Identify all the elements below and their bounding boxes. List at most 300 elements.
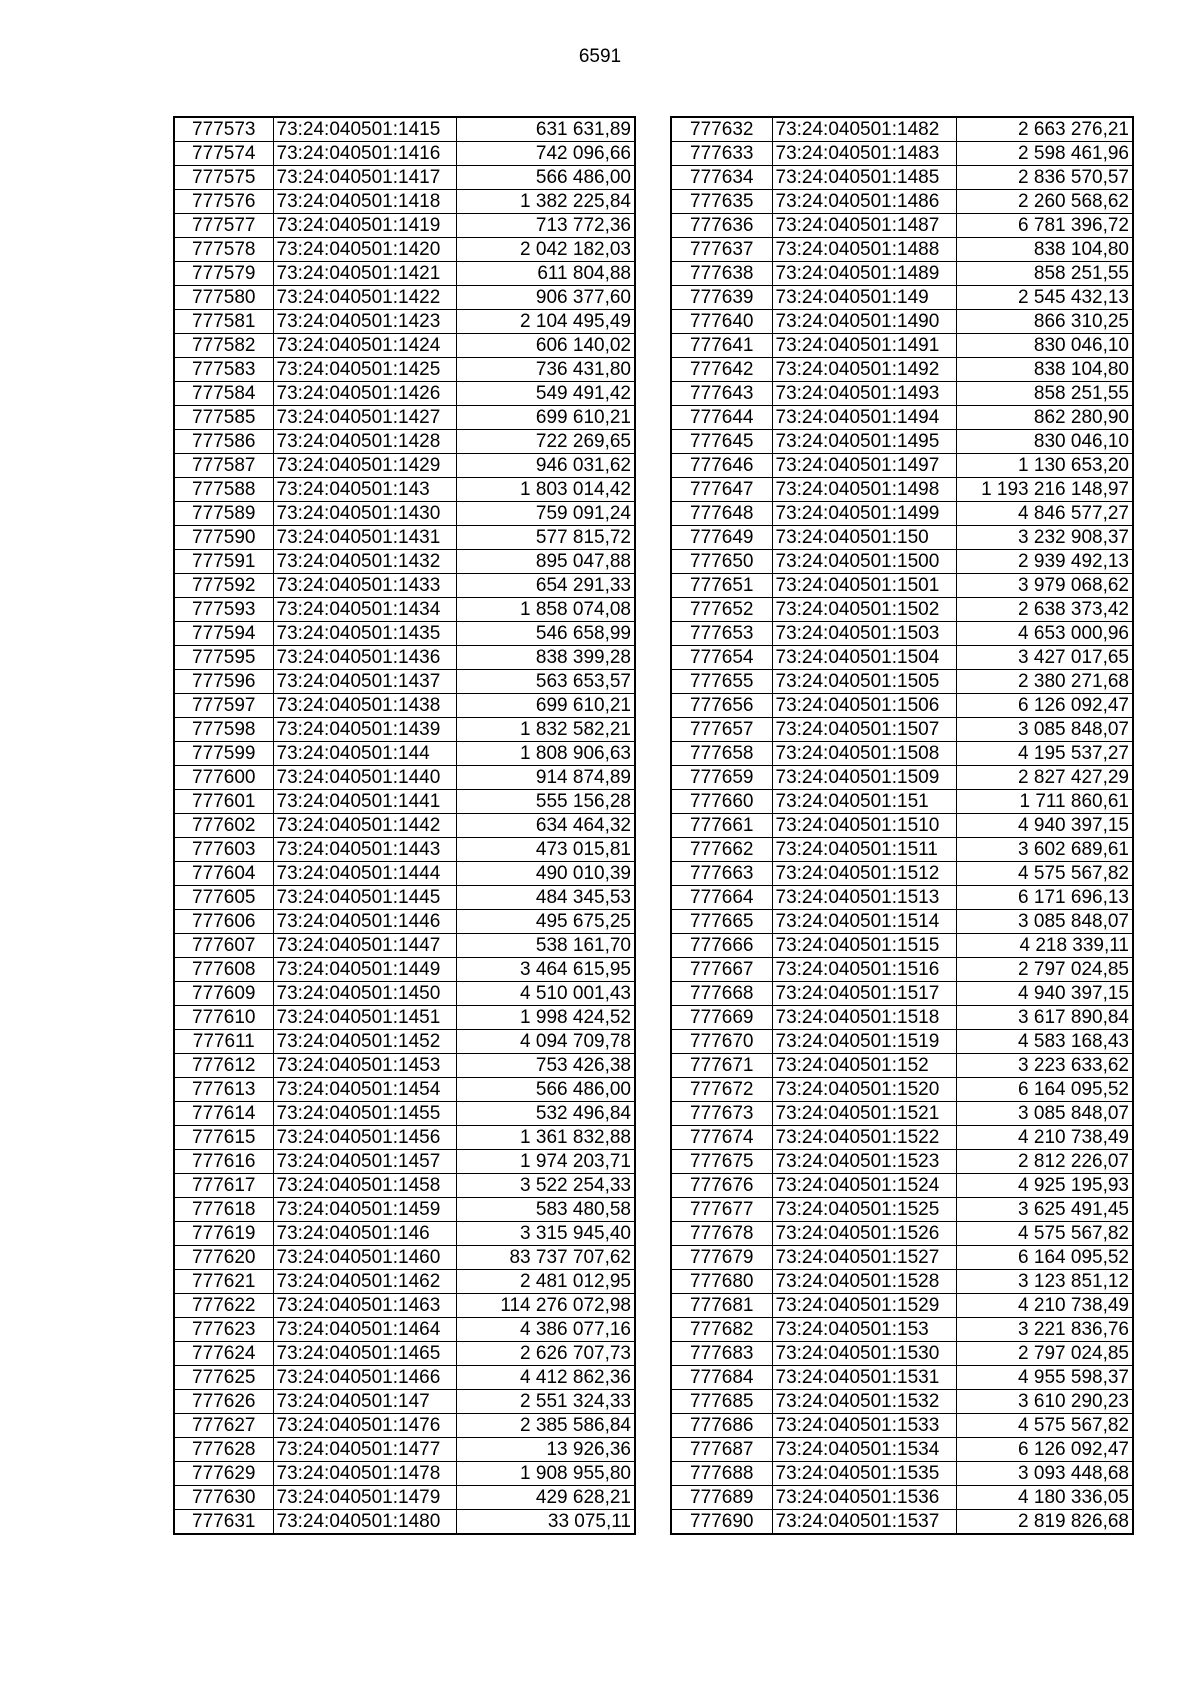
- cadastral-value-cell: 2 260 568,62: [956, 190, 1133, 214]
- table-row: [671, 1198, 1133, 1222]
- row-number-cell: 777592: [174, 574, 273, 598]
- row-number-cell: 777659: [671, 766, 772, 790]
- row-number-cell: 777655: [671, 670, 772, 694]
- cadastral-value-cell: 4 925 195,93: [956, 1174, 1133, 1198]
- row-number-cell: 777648: [671, 502, 772, 526]
- cadastral-number-cell: 73:24:040501:1516: [772, 958, 956, 982]
- table-row: [174, 406, 635, 430]
- cadastral-number-cell: 73:24:040501:1429: [273, 454, 456, 478]
- cadastral-value-cell: 1 974 203,71: [456, 1150, 635, 1174]
- table-row: [671, 934, 1133, 958]
- table-row: [174, 358, 635, 382]
- table-row: [671, 1294, 1133, 1318]
- row-number-cell: 777654: [671, 646, 772, 670]
- cadastral-value-cell: 838 104,80: [956, 358, 1133, 382]
- cadastral-value-cell: 6 171 696,13: [956, 886, 1133, 910]
- table-row: [671, 502, 1133, 526]
- row-number-cell: 777652: [671, 598, 772, 622]
- table-row: [671, 166, 1133, 190]
- cadastral-number-cell: 73:24:040501:151: [772, 790, 956, 814]
- registry-table-left: [173, 116, 636, 1535]
- row-number-cell: 777674: [671, 1126, 772, 1150]
- row-number-cell: 777618: [174, 1198, 273, 1222]
- row-number-cell: 777641: [671, 334, 772, 358]
- cadastral-value-cell: 2 380 271,68: [956, 670, 1133, 694]
- cadastral-number-cell: 73:24:040501:1485: [772, 166, 956, 190]
- table-row: [671, 478, 1133, 502]
- cadastral-value-cell: 946 031,62: [456, 454, 635, 478]
- row-number-cell: 777684: [671, 1366, 772, 1390]
- cadastral-value-cell: 1 361 832,88: [456, 1126, 635, 1150]
- table-row: [174, 718, 635, 742]
- row-number-cell: 777613: [174, 1078, 273, 1102]
- cadastral-number-cell: 73:24:040501:1464: [273, 1318, 456, 1342]
- cadastral-number-cell: 73:24:040501:144: [273, 742, 456, 766]
- cadastral-value-cell: 858 251,55: [956, 262, 1133, 286]
- row-number-cell: 777631: [174, 1510, 273, 1535]
- cadastral-number-cell: 73:24:040501:1518: [772, 1006, 956, 1030]
- cadastral-value-cell: 4 940 397,15: [956, 814, 1133, 838]
- row-number-cell: 777685: [671, 1390, 772, 1414]
- table-row: [671, 454, 1133, 478]
- table-row: [174, 142, 635, 166]
- cadastral-value-cell: 4 210 738,49: [956, 1294, 1133, 1318]
- cadastral-number-cell: 73:24:040501:1513: [772, 886, 956, 910]
- cadastral-value-cell: 4 940 397,15: [956, 982, 1133, 1006]
- cadastral-number-cell: 73:24:040501:1519: [772, 1030, 956, 1054]
- row-number-cell: 777619: [174, 1222, 273, 1246]
- cadastral-number-cell: 73:24:040501:1523: [772, 1150, 956, 1174]
- cadastral-number-cell: 73:24:040501:1488: [772, 238, 956, 262]
- cadastral-value-cell: 906 377,60: [456, 286, 635, 310]
- table-row: [671, 622, 1133, 646]
- cadastral-value-cell: 3 315 945,40: [456, 1222, 635, 1246]
- registry-table-left-body: [174, 117, 635, 1534]
- cadastral-number-cell: 73:24:040501:1433: [273, 574, 456, 598]
- table-row: [671, 1414, 1133, 1438]
- cadastral-number-cell: 73:24:040501:1417: [273, 166, 456, 190]
- cadastral-value-cell: 2 663 276,21: [956, 117, 1133, 142]
- cadastral-value-cell: 722 269,65: [456, 430, 635, 454]
- cadastral-number-cell: 73:24:040501:1430: [273, 502, 456, 526]
- table-row: [174, 1414, 635, 1438]
- table-row: [174, 790, 635, 814]
- cadastral-number-cell: 73:24:040501:146: [273, 1222, 456, 1246]
- cadastral-number-cell: 73:24:040501:1445: [273, 886, 456, 910]
- cadastral-number-cell: 73:24:040501:1503: [772, 622, 956, 646]
- table-row: [174, 886, 635, 910]
- row-number-cell: 777616: [174, 1150, 273, 1174]
- row-number-cell: 777637: [671, 238, 772, 262]
- table-row: [174, 1078, 635, 1102]
- cadastral-number-cell: 73:24:040501:1509: [772, 766, 956, 790]
- table-row: [671, 550, 1133, 574]
- cadastral-value-cell: 546 658,99: [456, 622, 635, 646]
- cadastral-value-cell: 2 481 012,95: [456, 1270, 635, 1294]
- cadastral-number-cell: 73:24:040501:1500: [772, 550, 956, 574]
- table-row: [671, 1054, 1133, 1078]
- table-row: [671, 1438, 1133, 1462]
- row-number-cell: 777653: [671, 622, 772, 646]
- table-row: [174, 214, 635, 238]
- cadastral-number-cell: 73:24:040501:1508: [772, 742, 956, 766]
- cadastral-number-cell: 73:24:040501:1520: [772, 1078, 956, 1102]
- table-row: [671, 1246, 1133, 1270]
- cadastral-value-cell: 114 276 072,98: [456, 1294, 635, 1318]
- cadastral-number-cell: 73:24:040501:1456: [273, 1126, 456, 1150]
- table-row: [174, 1198, 635, 1222]
- table-row: [671, 1150, 1133, 1174]
- cadastral-value-cell: 13 926,36: [456, 1438, 635, 1462]
- row-number-cell: 777626: [174, 1390, 273, 1414]
- row-number-cell: 777615: [174, 1126, 273, 1150]
- table-row: [671, 862, 1133, 886]
- cadastral-number-cell: 73:24:040501:1525: [772, 1198, 956, 1222]
- row-number-cell: 777677: [671, 1198, 772, 1222]
- row-number-cell: 777669: [671, 1006, 772, 1030]
- cadastral-value-cell: 699 610,21: [456, 406, 635, 430]
- row-number-cell: 777586: [174, 430, 273, 454]
- table-row: [174, 958, 635, 982]
- cadastral-number-cell: 73:24:040501:1504: [772, 646, 956, 670]
- table-row: [174, 190, 635, 214]
- row-number-cell: 777680: [671, 1270, 772, 1294]
- cadastral-number-cell: 73:24:040501:1434: [273, 598, 456, 622]
- row-number-cell: 777687: [671, 1438, 772, 1462]
- cadastral-value-cell: 490 010,39: [456, 862, 635, 886]
- row-number-cell: 777593: [174, 598, 273, 622]
- row-number-cell: 777670: [671, 1030, 772, 1054]
- row-number-cell: 777584: [174, 382, 273, 406]
- row-number-cell: 777689: [671, 1486, 772, 1510]
- cadastral-value-cell: 3 223 633,62: [956, 1054, 1133, 1078]
- row-number-cell: 777644: [671, 406, 772, 430]
- row-number-cell: 777580: [174, 286, 273, 310]
- cadastral-number-cell: 73:24:040501:1482: [772, 117, 956, 142]
- registry-table-right: [670, 116, 1134, 1535]
- cadastral-value-cell: 3 610 290,23: [956, 1390, 1133, 1414]
- cadastral-value-cell: 914 874,89: [456, 766, 635, 790]
- cadastral-value-cell: 4 218 339,11: [956, 934, 1133, 958]
- cadastral-value-cell: 699 610,21: [456, 694, 635, 718]
- cadastral-value-cell: 895 047,88: [456, 550, 635, 574]
- row-number-cell: 777650: [671, 550, 772, 574]
- cadastral-number-cell: 73:24:040501:1497: [772, 454, 956, 478]
- row-number-cell: 777587: [174, 454, 273, 478]
- table-row: [671, 1126, 1133, 1150]
- table-row: [671, 1270, 1133, 1294]
- row-number-cell: 777679: [671, 1246, 772, 1270]
- row-number-cell: 777585: [174, 406, 273, 430]
- row-number-cell: 777647: [671, 478, 772, 502]
- row-number-cell: 777681: [671, 1294, 772, 1318]
- cadastral-number-cell: 73:24:040501:1534: [772, 1438, 956, 1462]
- cadastral-value-cell: 1 382 225,84: [456, 190, 635, 214]
- table-row: [174, 286, 635, 310]
- row-number-cell: 777609: [174, 982, 273, 1006]
- cadastral-number-cell: 73:24:040501:1460: [273, 1246, 456, 1270]
- cadastral-number-cell: 73:24:040501:1537: [772, 1510, 956, 1535]
- row-number-cell: 777660: [671, 790, 772, 814]
- row-number-cell: 777575: [174, 166, 273, 190]
- cadastral-value-cell: 4 583 168,43: [956, 1030, 1133, 1054]
- row-number-cell: 777662: [671, 838, 772, 862]
- table-row: [174, 1054, 635, 1078]
- cadastral-value-cell: 2 797 024,85: [956, 958, 1133, 982]
- cadastral-value-cell: 858 251,55: [956, 382, 1133, 406]
- row-number-cell: 777668: [671, 982, 772, 1006]
- table-row: [174, 1222, 635, 1246]
- cadastral-number-cell: 73:24:040501:1531: [772, 1366, 956, 1390]
- cadastral-number-cell: 73:24:040501:1535: [772, 1462, 956, 1486]
- table-row: [174, 1390, 635, 1414]
- cadastral-number-cell: 73:24:040501:1530: [772, 1342, 956, 1366]
- cadastral-number-cell: 73:24:040501:1492: [772, 358, 956, 382]
- cadastral-number-cell: 73:24:040501:1490: [772, 310, 956, 334]
- row-number-cell: 777629: [174, 1462, 273, 1486]
- cadastral-value-cell: 555 156,28: [456, 790, 635, 814]
- row-number-cell: 777588: [174, 478, 273, 502]
- table-row: [174, 1246, 635, 1270]
- table-row: [174, 238, 635, 262]
- row-number-cell: 777614: [174, 1102, 273, 1126]
- row-number-cell: 777622: [174, 1294, 273, 1318]
- cadastral-value-cell: 753 426,38: [456, 1054, 635, 1078]
- cadastral-value-cell: 4 386 077,16: [456, 1318, 635, 1342]
- table-row: [671, 1318, 1133, 1342]
- cadastral-number-cell: 73:24:040501:1424: [273, 334, 456, 358]
- table-row: [671, 838, 1133, 862]
- table-row: [671, 982, 1133, 1006]
- row-number-cell: 777640: [671, 310, 772, 334]
- table-row: [174, 742, 635, 766]
- cadastral-number-cell: 73:24:040501:1423: [273, 310, 456, 334]
- row-number-cell: 777634: [671, 166, 772, 190]
- row-number-cell: 777632: [671, 117, 772, 142]
- row-number-cell: 777675: [671, 1150, 772, 1174]
- table-row: [671, 742, 1133, 766]
- cadastral-number-cell: 73:24:040501:152: [772, 1054, 956, 1078]
- cadastral-value-cell: 583 480,58: [456, 1198, 635, 1222]
- row-number-cell: 777608: [174, 958, 273, 982]
- table-row: [671, 1222, 1133, 1246]
- row-number-cell: 777667: [671, 958, 772, 982]
- cadastral-value-cell: 654 291,33: [456, 574, 635, 598]
- table-row: [671, 910, 1133, 934]
- cadastral-number-cell: 73:24:040501:1493: [772, 382, 956, 406]
- table-row: [671, 334, 1133, 358]
- cadastral-number-cell: 73:24:040501:1418: [273, 190, 456, 214]
- row-number-cell: 777597: [174, 694, 273, 718]
- table-row: [671, 382, 1133, 406]
- table-row: [174, 982, 635, 1006]
- table-row: [671, 1174, 1133, 1198]
- row-number-cell: 777578: [174, 238, 273, 262]
- cadastral-value-cell: 6 164 095,52: [956, 1078, 1133, 1102]
- cadastral-value-cell: 2 827 427,29: [956, 766, 1133, 790]
- cadastral-number-cell: 73:24:040501:1451: [273, 1006, 456, 1030]
- table-row: [174, 910, 635, 934]
- cadastral-number-cell: 73:24:040501:1526: [772, 1222, 956, 1246]
- row-number-cell: 777633: [671, 142, 772, 166]
- cadastral-value-cell: 1 808 906,63: [456, 742, 635, 766]
- cadastral-number-cell: 73:24:040501:1522: [772, 1126, 956, 1150]
- cadastral-value-cell: 538 161,70: [456, 934, 635, 958]
- row-number-cell: 777582: [174, 334, 273, 358]
- row-number-cell: 777664: [671, 886, 772, 910]
- table-row: [671, 1486, 1133, 1510]
- cadastral-number-cell: 73:24:040501:1529: [772, 1294, 956, 1318]
- row-number-cell: 777676: [671, 1174, 772, 1198]
- row-number-cell: 777581: [174, 310, 273, 334]
- row-number-cell: 777576: [174, 190, 273, 214]
- cadastral-value-cell: 3 085 848,07: [956, 910, 1133, 934]
- table-row: [174, 766, 635, 790]
- cadastral-value-cell: 4 846 577,27: [956, 502, 1133, 526]
- cadastral-value-cell: 484 345,53: [456, 886, 635, 910]
- row-number-cell: 777612: [174, 1054, 273, 1078]
- table-row: [671, 190, 1133, 214]
- cadastral-number-cell: 73:24:040501:1420: [273, 238, 456, 262]
- cadastral-value-cell: 634 464,32: [456, 814, 635, 838]
- row-number-cell: 777599: [174, 742, 273, 766]
- cadastral-number-cell: 73:24:040501:1428: [273, 430, 456, 454]
- row-number-cell: 777591: [174, 550, 273, 574]
- table-row: [174, 574, 635, 598]
- cadastral-value-cell: 1 711 860,61: [956, 790, 1133, 814]
- table-row: [671, 886, 1133, 910]
- cadastral-value-cell: 1 130 653,20: [956, 454, 1133, 478]
- row-number-cell: 777672: [671, 1078, 772, 1102]
- cadastral-value-cell: 2 598 461,96: [956, 142, 1133, 166]
- cadastral-value-cell: 2 042 182,03: [456, 238, 635, 262]
- table-row: [671, 262, 1133, 286]
- cadastral-value-cell: 1 193 216 148,97: [956, 478, 1133, 502]
- table-row: [671, 1006, 1133, 1030]
- row-number-cell: 777605: [174, 886, 273, 910]
- cadastral-value-cell: 3 427 017,65: [956, 646, 1133, 670]
- table-row: [174, 550, 635, 574]
- row-number-cell: 777603: [174, 838, 273, 862]
- cadastral-number-cell: 73:24:040501:1431: [273, 526, 456, 550]
- table-row: [174, 1366, 635, 1390]
- cadastral-number-cell: 73:24:040501:1458: [273, 1174, 456, 1198]
- cadastral-number-cell: 73:24:040501:1441: [273, 790, 456, 814]
- table-row: [174, 166, 635, 190]
- table-row: [174, 1318, 635, 1342]
- cadastral-value-cell: 473 015,81: [456, 838, 635, 862]
- row-number-cell: 777643: [671, 382, 772, 406]
- cadastral-value-cell: 2 638 373,42: [956, 598, 1133, 622]
- cadastral-number-cell: 73:24:040501:1437: [273, 670, 456, 694]
- cadastral-value-cell: 549 491,42: [456, 382, 635, 406]
- table-row: [174, 478, 635, 502]
- row-number-cell: 777600: [174, 766, 273, 790]
- cadastral-number-cell: 73:24:040501:1479: [273, 1486, 456, 1510]
- row-number-cell: 777639: [671, 286, 772, 310]
- cadastral-value-cell: 3 464 615,95: [456, 958, 635, 982]
- cadastral-value-cell: 3 617 890,84: [956, 1006, 1133, 1030]
- cadastral-value-cell: 3 221 836,76: [956, 1318, 1133, 1342]
- row-number-cell: 777589: [174, 502, 273, 526]
- row-number-cell: 777678: [671, 1222, 772, 1246]
- cadastral-value-cell: 3 625 491,45: [956, 1198, 1133, 1222]
- cadastral-value-cell: 830 046,10: [956, 430, 1133, 454]
- table-row: [671, 694, 1133, 718]
- row-number-cell: 777606: [174, 910, 273, 934]
- table-row: [671, 1510, 1133, 1535]
- cadastral-value-cell: 611 804,88: [456, 262, 635, 286]
- cadastral-number-cell: 73:24:040501:1438: [273, 694, 456, 718]
- table-row: [671, 430, 1133, 454]
- cadastral-number-cell: 73:24:040501:1465: [273, 1342, 456, 1366]
- row-number-cell: 777607: [174, 934, 273, 958]
- cadastral-number-cell: 73:24:040501:1491: [772, 334, 956, 358]
- row-number-cell: 777625: [174, 1366, 273, 1390]
- table-row: [671, 358, 1133, 382]
- row-number-cell: 777646: [671, 454, 772, 478]
- cadastral-number-cell: 73:24:040501:1462: [273, 1270, 456, 1294]
- row-number-cell: 777573: [174, 117, 273, 142]
- cadastral-number-cell: 73:24:040501:1415: [273, 117, 456, 142]
- cadastral-number-cell: 73:24:040501:153: [772, 1318, 956, 1342]
- cadastral-value-cell: 3 232 908,37: [956, 526, 1133, 550]
- row-number-cell: 777656: [671, 694, 772, 718]
- cadastral-number-cell: 73:24:040501:1477: [273, 1438, 456, 1462]
- table-row: [671, 238, 1133, 262]
- table-row: [174, 526, 635, 550]
- row-number-cell: 777620: [174, 1246, 273, 1270]
- row-number-cell: 777682: [671, 1318, 772, 1342]
- row-number-cell: 777624: [174, 1342, 273, 1366]
- row-number-cell: 777649: [671, 526, 772, 550]
- cadastral-value-cell: 429 628,21: [456, 1486, 635, 1510]
- cadastral-number-cell: 73:24:040501:1432: [273, 550, 456, 574]
- cadastral-number-cell: 73:24:040501:1436: [273, 646, 456, 670]
- table-row: [174, 622, 635, 646]
- row-number-cell: 777630: [174, 1486, 273, 1510]
- table-row: [671, 790, 1133, 814]
- cadastral-value-cell: 2 797 024,85: [956, 1342, 1133, 1366]
- cadastral-number-cell: 73:24:040501:1524: [772, 1174, 956, 1198]
- cadastral-number-cell: 73:24:040501:1452: [273, 1030, 456, 1054]
- table-row: [174, 1294, 635, 1318]
- cadastral-value-cell: 532 496,84: [456, 1102, 635, 1126]
- table-row: [174, 382, 635, 406]
- cadastral-number-cell: 73:24:040501:1427: [273, 406, 456, 430]
- table-row: [671, 718, 1133, 742]
- table-row: [671, 214, 1133, 238]
- cadastral-value-cell: 838 104,80: [956, 238, 1133, 262]
- table-row: [174, 334, 635, 358]
- cadastral-value-cell: 33 075,11: [456, 1510, 635, 1535]
- table-row: [671, 646, 1133, 670]
- table-row: [671, 1462, 1133, 1486]
- table-row: [671, 1102, 1133, 1126]
- cadastral-number-cell: 73:24:040501:1419: [273, 214, 456, 238]
- cadastral-value-cell: 4 094 709,78: [456, 1030, 635, 1054]
- cadastral-number-cell: 73:24:040501:149: [772, 286, 956, 310]
- table-row: [174, 1438, 635, 1462]
- table-row: [174, 1150, 635, 1174]
- cadastral-number-cell: 73:24:040501:1521: [772, 1102, 956, 1126]
- cadastral-value-cell: 606 140,02: [456, 334, 635, 358]
- table-row: [671, 574, 1133, 598]
- cadastral-number-cell: 73:24:040501:1450: [273, 982, 456, 1006]
- table-row: [174, 814, 635, 838]
- cadastral-number-cell: 73:24:040501:1426: [273, 382, 456, 406]
- cadastral-number-cell: 73:24:040501:1533: [772, 1414, 956, 1438]
